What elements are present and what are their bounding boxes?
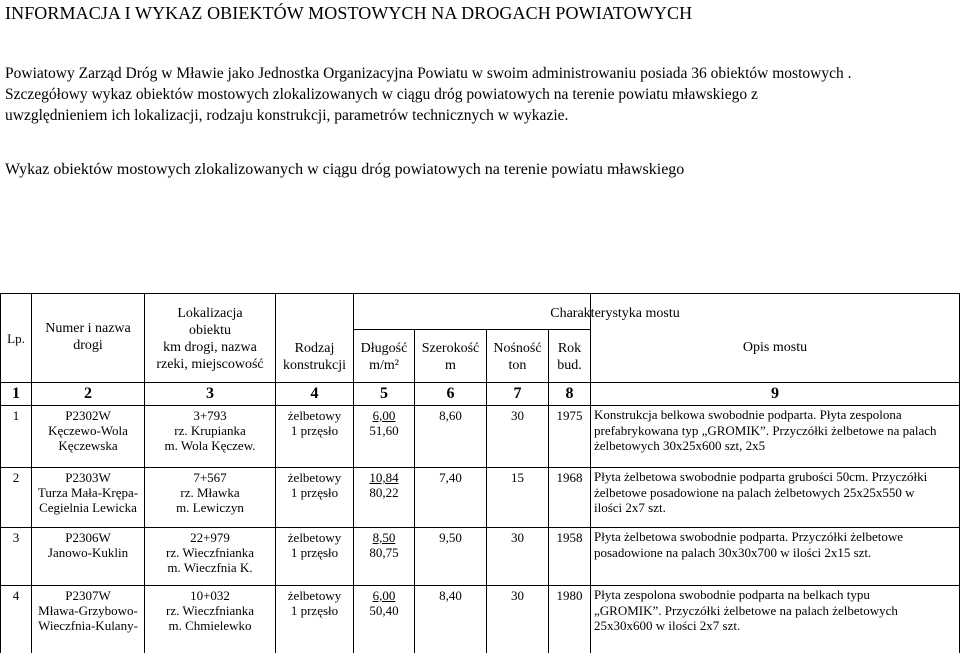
header-load-line: ton bbox=[508, 358, 527, 373]
row-location bbox=[144, 470, 276, 515]
row-width: 8,60 bbox=[439, 408, 462, 423]
row-location-line: rz. Mławka bbox=[180, 485, 240, 500]
row-description bbox=[594, 529, 956, 560]
row-road-line: Kęczewo-Wola bbox=[48, 423, 128, 438]
row-location-line: rz. Wieczfnianka bbox=[165, 545, 255, 560]
header-location bbox=[144, 305, 276, 373]
header-road-line: Numer i nazwa bbox=[45, 321, 131, 336]
row-location-line: m. Chmielewko bbox=[168, 618, 252, 633]
row-length bbox=[353, 530, 415, 560]
row-road-line: Mława-Grzybowo- bbox=[38, 603, 138, 618]
row-width: 9,50 bbox=[439, 530, 462, 545]
row-length bbox=[353, 408, 415, 438]
row-load: 30 bbox=[511, 530, 524, 545]
column-number: 6 bbox=[446, 385, 455, 402]
header-type bbox=[275, 340, 354, 374]
header-year-line: bud. bbox=[557, 358, 582, 373]
row-width: 8,40 bbox=[439, 588, 462, 603]
row-type-line: żelbetowy bbox=[287, 470, 342, 485]
row-year: 1980 bbox=[556, 588, 583, 603]
row-load: 15 bbox=[511, 470, 524, 485]
bridges-table bbox=[0, 293, 960, 653]
row-road-line: Wieczfnia-Kulany- bbox=[38, 618, 138, 633]
row-location-line: m. Wola Kęczew. bbox=[164, 438, 256, 453]
row-location-line: 10+032 bbox=[190, 588, 230, 603]
row-description-line: Płyta żelbetowa swobodnie podparta. Przyczółki żelbetowe bbox=[594, 529, 904, 544]
row-location bbox=[144, 530, 276, 575]
row-length-line: 51,60 bbox=[369, 423, 399, 438]
row-length-line: 80,22 bbox=[369, 485, 399, 500]
row-length bbox=[353, 588, 415, 618]
row-type bbox=[275, 470, 354, 500]
row-type-line: 1 przęsło bbox=[290, 603, 339, 618]
row-location bbox=[144, 408, 276, 453]
row-load: 30 bbox=[511, 408, 524, 423]
intro-line: uwzględnieniem ich lokalizacji, rodzaju konstrukcji, parametrów technicznych w wykazie. bbox=[5, 107, 569, 124]
column-number: 9 bbox=[771, 385, 779, 402]
row-width: 7,40 bbox=[439, 470, 462, 485]
row-length-line: 8,50 bbox=[372, 530, 396, 545]
header-location-line: km drogi, nazwa bbox=[163, 340, 257, 355]
row-type bbox=[275, 530, 354, 560]
header-road-line: drogi bbox=[73, 338, 103, 353]
row-location-line: 7+567 bbox=[193, 470, 227, 485]
row-description-line: prefabrykowana typ „GROMIK”. Przyczółki żelbetowe na palach bbox=[594, 422, 937, 438]
row-road-line: Cegielnia Lewicka bbox=[39, 500, 137, 515]
row-location-line: 3+793 bbox=[193, 408, 227, 423]
row-road-line: P2302W bbox=[65, 408, 111, 423]
row-road bbox=[31, 530, 145, 560]
row-length bbox=[353, 470, 415, 500]
row-year: 1975 bbox=[556, 408, 583, 423]
row-location-line: m. Lewiczyn bbox=[176, 500, 244, 515]
row-location-line: 22+979 bbox=[190, 530, 230, 545]
row-road bbox=[31, 408, 145, 453]
row-lp: 3 bbox=[12, 530, 20, 545]
row-road-line: P2306W bbox=[65, 530, 111, 545]
header-length-line: m/m² bbox=[369, 358, 399, 373]
row-year: 1958 bbox=[556, 530, 583, 545]
column-number: 3 bbox=[206, 385, 214, 402]
table-title: Wykaz obiektów mostowych zlokalizowanych w ciągu dróg powiatowych na terenie powiatu mławskiego bbox=[5, 161, 685, 178]
header-load bbox=[486, 340, 549, 374]
row-lp: 2 bbox=[12, 470, 20, 485]
row-description-line: ilości 2x7 szt. bbox=[594, 500, 666, 515]
header-year-line: Rok bbox=[557, 341, 582, 356]
row-location-line: rz. Krupianka bbox=[174, 423, 246, 438]
row-description-line: żelbetowych 30x25x600 szt, 2x5 bbox=[594, 438, 766, 453]
header-description: Opis mostu bbox=[742, 340, 808, 355]
column-number: 7 bbox=[513, 385, 522, 402]
row-road bbox=[31, 588, 145, 633]
row-length-line: 10,84 bbox=[369, 470, 399, 485]
row-location-line: rz. Wieczfnianka bbox=[165, 603, 255, 618]
header-location-line: obiektu bbox=[189, 323, 231, 338]
row-lp: 4 bbox=[12, 588, 20, 603]
column-number: 1 bbox=[12, 385, 20, 402]
column-number: 2 bbox=[84, 385, 92, 402]
row-type-line: żelbetowy bbox=[287, 588, 342, 603]
row-description-line: 25x30x600 w ilości 2x7 szt. bbox=[594, 618, 741, 633]
column-number: 5 bbox=[380, 385, 388, 402]
header-road bbox=[31, 320, 145, 354]
row-road-line: Turza Mała-Krępa- bbox=[37, 485, 139, 500]
header-location-line: Lokalizacja bbox=[177, 306, 243, 321]
header-length bbox=[353, 340, 415, 374]
header-width-line: Szerokość bbox=[421, 341, 480, 356]
row-type-line: 1 przęsło bbox=[290, 423, 339, 438]
row-road-line: Janowo-Kuklin bbox=[47, 545, 129, 560]
header-lp: Lp. bbox=[7, 331, 25, 346]
row-type bbox=[275, 408, 354, 438]
header-type-line: Rodzaj bbox=[294, 341, 335, 356]
row-type-line: żelbetowy bbox=[287, 408, 342, 423]
row-type-line: 1 przęsło bbox=[290, 485, 339, 500]
row-type-line: żelbetowy bbox=[287, 530, 342, 545]
row-description-line: posadowione na palach 30x30x700 w ilości 2x15 szt. bbox=[594, 544, 872, 560]
row-length-line: 80,75 bbox=[369, 545, 399, 560]
row-description-line: „GROMIK”. Przyczółki żelbetowe na palach żelbetowych bbox=[594, 602, 898, 618]
header-load-line: Nośność bbox=[493, 341, 542, 356]
row-load: 30 bbox=[511, 588, 524, 603]
row-length-line: 50,40 bbox=[369, 603, 399, 618]
row-length-line: 6,00 bbox=[372, 588, 396, 603]
row-description bbox=[594, 407, 956, 454]
page-title: INFORMACJA I WYKAZ OBIEKTÓW MOSTOWYCH NA DROGACH POWIATOWYCH bbox=[5, 3, 693, 23]
row-type-line: 1 przęsło bbox=[290, 545, 339, 560]
row-road-line: P2303W bbox=[65, 470, 111, 485]
row-description-line: Płyta żelbetowa swobodnie podparta grubości 50cm. Przyczółki bbox=[594, 469, 928, 484]
intro-line: Powiatowy Zarząd Dróg w Mławie jako Jednostka Organizacyjna Powiatu w swoim administrowaniu posiada 36 obiektów mostowych . bbox=[5, 65, 852, 82]
row-length-line: 6,00 bbox=[372, 408, 396, 423]
row-year: 1968 bbox=[556, 470, 583, 485]
column-number: 4 bbox=[310, 385, 319, 402]
row-road-line: Kęczewska bbox=[58, 438, 118, 453]
row-description bbox=[594, 469, 956, 516]
header-characteristics: Charakterystyka mostu bbox=[550, 306, 680, 321]
row-description bbox=[594, 587, 956, 634]
header-location-line: rzeki, miejscowość bbox=[156, 357, 264, 372]
intro-paragraph bbox=[5, 63, 955, 126]
row-description-line: Konstrukcja belkowa swobodnie podparta. Płyta zespolona bbox=[594, 407, 902, 422]
row-description-line: Płyta zespolona swobodnie podparta na belkach typu bbox=[594, 587, 870, 602]
row-lp: 1 bbox=[12, 408, 20, 423]
header-year bbox=[548, 340, 591, 374]
intro-line: Szczegółowy wykaz obiektów mostowych zlokalizowanych w ciągu dróg powiatowych na terenie powiatu mławskiego z bbox=[5, 86, 758, 103]
header-type-line: konstrukcji bbox=[283, 358, 346, 373]
row-description-line: żelbetowe posadowione na palach żelbetowych 25x25x550 w bbox=[594, 484, 915, 500]
header-length-line: Długość bbox=[360, 341, 408, 356]
row-road-line: P2307W bbox=[65, 588, 111, 603]
header-width-line: m bbox=[445, 358, 456, 373]
header-width bbox=[414, 340, 487, 374]
row-location bbox=[144, 588, 276, 633]
row-type bbox=[275, 588, 354, 618]
row-location-line: m. Wieczfnia K. bbox=[167, 560, 253, 575]
row-road bbox=[31, 470, 145, 515]
column-number: 8 bbox=[565, 385, 574, 402]
